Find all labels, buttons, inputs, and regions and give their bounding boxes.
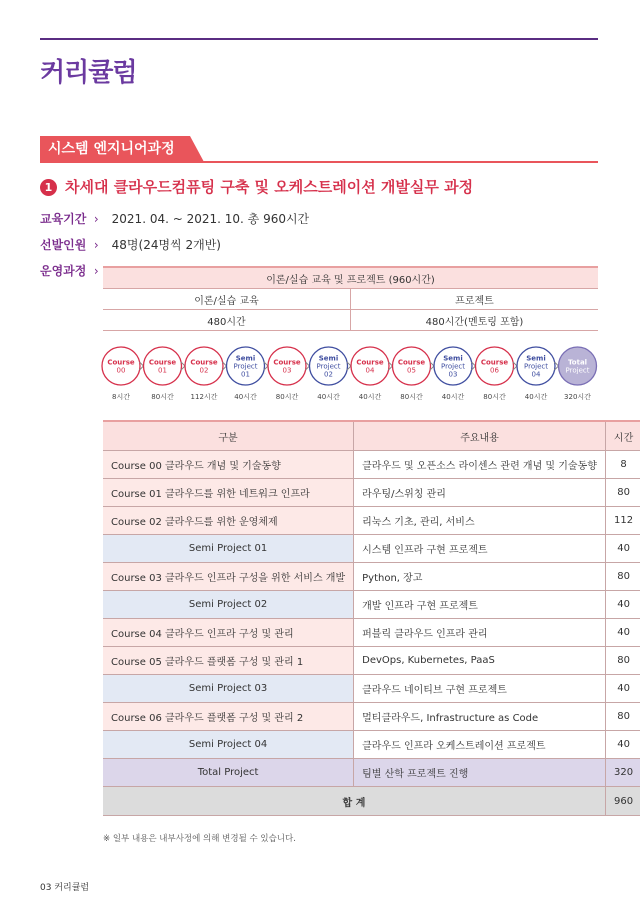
info-label: 교육기간 (40, 212, 87, 226)
flow-node-hours: 8시간 (112, 393, 130, 401)
flow-node-text: Course (148, 358, 177, 367)
course-name: Semi Project 01 (188, 543, 268, 554)
section-rule (40, 161, 598, 163)
overview-subheader: 이론/실습 교육 (103, 289, 351, 310)
row-hours: 112 (605, 507, 640, 535)
info-label: 선발인원 (40, 238, 87, 252)
row-content: 클라우드 인프라 오케스트레이션 프로젝트 (354, 731, 606, 759)
course-name: Semi Project 03 (188, 683, 268, 694)
flow-node-hours: 112시간 (190, 393, 218, 401)
flow-node-text: 02 (199, 366, 209, 375)
info-label: 운영과정 (40, 264, 87, 278)
column-header: 구분 (103, 421, 354, 451)
course-code: Course 02 (111, 517, 162, 528)
row-content: 개발 인프라 구현 프로젝트 (354, 591, 606, 619)
course-flow-diagram (101, 344, 601, 388)
table-row (103, 675, 640, 703)
row-category (103, 535, 354, 563)
chevron-right-icon: › (93, 264, 99, 278)
flow-node-hours: 40시간 (524, 393, 548, 401)
row-category (103, 647, 354, 675)
course-name: Semi Project 02 (188, 599, 268, 610)
flow-node-text: Project (233, 362, 258, 371)
course-title: 차세대 클라우드컴퓨팅 구축 및 오케스트레이션 개발실무 과정 (65, 178, 474, 196)
row-hours: 40 (605, 591, 640, 619)
chevron-right-icon: › (93, 238, 99, 252)
table-row (103, 619, 640, 647)
flow-node-hours: 40시간 (317, 393, 340, 401)
course-name: 클라우드 개념 및 기술동향 (165, 461, 281, 472)
course-name: 클라우드 플랫폼 구성 및 관리 2 (165, 713, 304, 724)
info-value: 48명(24명씩 2개반) (111, 238, 221, 252)
flow-node-text: Semi (526, 354, 546, 363)
row-content: 멀티클라우드, Infrastructure as Code (354, 703, 606, 731)
flow-node-text: Semi (443, 354, 463, 363)
flow-node-text: Total (567, 358, 588, 367)
flow-node-text: Course (107, 358, 135, 367)
course-name: 클라우드를 위한 네트워크 인프라 (165, 489, 310, 500)
row-hours: 40 (605, 731, 640, 759)
course-code: Course 00 (111, 461, 162, 472)
total-label: 합 계 (103, 787, 605, 816)
total-row (103, 787, 640, 816)
row-hours: 8 (605, 451, 640, 479)
info-row-recruit (40, 236, 221, 253)
flow-node-text: 03 (282, 366, 292, 375)
flow-node-text: Course (397, 358, 426, 367)
flow-node-text: Course (190, 358, 218, 367)
course-name: 클라우드 인프라 구성 및 관리 (165, 629, 294, 640)
row-hours: 80 (605, 703, 640, 731)
row-hours: 40 (605, 535, 640, 563)
overview-hours-row (103, 310, 598, 331)
curriculum-table (103, 420, 640, 816)
flow-node-text: 06 (490, 366, 499, 375)
table-row (103, 479, 640, 507)
flow-node-text: Project (316, 362, 341, 371)
info-row-operation (40, 262, 108, 279)
row-content: 퍼블릭 클라우드 인프라 관리 (354, 619, 606, 647)
flow-node-text: 03 (448, 370, 458, 379)
flow-node-text: Project (441, 362, 465, 371)
row-hours: 80 (605, 563, 640, 591)
row-category (103, 563, 354, 591)
column-header: 주요내용 (354, 421, 606, 451)
top-rule (40, 38, 598, 40)
table-row (103, 731, 640, 759)
row-content: 클라우드 및 오픈소스 라이센스 관련 개념 및 기술동향 (354, 451, 606, 479)
course-code: Course 03 (111, 573, 162, 584)
course-name: 클라우드를 위한 운영체제 (165, 517, 278, 528)
table-row (103, 647, 640, 675)
flow-node-text: Semi (318, 354, 339, 363)
course-code: Course 04 (111, 629, 162, 640)
column-header: 시간 (605, 421, 640, 451)
flow-node-text: 04 (531, 370, 541, 379)
info-row-period (40, 210, 309, 227)
row-content: 시스템 인프라 구현 프로젝트 (354, 535, 606, 563)
flow-node-text: Course (480, 358, 509, 367)
page-footer: 03 커리큘럼 (40, 883, 90, 893)
flow-node-text: 04 (365, 366, 375, 375)
flow-node-hours: 80시간 (400, 393, 423, 401)
table-row (103, 507, 640, 535)
flow-node-hours: 80시간 (151, 393, 174, 401)
row-hours: 320 (605, 759, 640, 787)
table-row (103, 703, 640, 731)
table-row (103, 563, 640, 591)
overview-subheader-row (103, 289, 598, 310)
flow-node-text: Course (356, 358, 384, 367)
row-category (103, 507, 354, 535)
overview-header-row (103, 267, 598, 289)
flow-node-text: Project (524, 362, 548, 371)
course-code: Course 06 (111, 713, 162, 724)
overview-header: 이론/실습 교육 및 프로젝트 (960시간) (103, 267, 598, 289)
table-row (103, 591, 640, 619)
row-content: 라우팅/스위칭 관리 (354, 479, 606, 507)
info-value: 2021. 04. ~ 2021. 10. 총 960시간 (111, 212, 310, 226)
course-code: Course 05 (111, 657, 162, 668)
row-category (103, 479, 354, 507)
flow-node-hours: 40시간 (234, 393, 257, 401)
section-tab-label: 시스템 엔지니어과정 (40, 136, 190, 162)
flow-node-hours: 320시간 (564, 393, 591, 401)
course-number-badge: 1 (40, 179, 57, 196)
flow-node-hours: 40시간 (441, 393, 465, 401)
row-content: 클라우드 네이티브 구현 프로젝트 (354, 675, 606, 703)
overview-table (103, 266, 598, 331)
row-hours: 40 (605, 675, 640, 703)
page-title: 커리큘럼 (40, 58, 137, 88)
footnote: ※ 일부 내용은 내부사정에 의해 변경될 수 있습니다. (103, 834, 296, 844)
flow-node-hours: 80시간 (483, 393, 506, 401)
flow-node-text: 01 (158, 366, 167, 375)
row-hours: 80 (605, 647, 640, 675)
flow-node-text: 00 (116, 366, 126, 375)
row-category (103, 703, 354, 731)
row-content: 팀별 산학 프로젝트 진행 (354, 759, 606, 787)
row-hours: 40 (605, 619, 640, 647)
row-hours: 80 (605, 479, 640, 507)
row-category (103, 675, 354, 703)
flow-node-text: Course (273, 358, 301, 367)
row-content: 리눅스 기초, 관리, 서비스 (354, 507, 606, 535)
flow-node-text: Project (565, 366, 590, 375)
total-hours: 960 (605, 787, 640, 816)
overview-hours: 480시간(멘토링 포함) (351, 310, 599, 331)
curriculum-header-row (103, 421, 640, 451)
overview-subheader: 프로젝트 (351, 289, 599, 310)
flow-node-text: Semi (235, 354, 256, 363)
row-category (103, 591, 354, 619)
course-heading (40, 176, 473, 197)
curriculum-body (103, 451, 640, 787)
course-name: Total Project (197, 767, 259, 778)
flow-node-hours: 40시간 (358, 393, 382, 401)
row-category (103, 731, 354, 759)
row-content: Python, 장고 (354, 563, 606, 591)
course-name: 클라우드 플랫폼 구성 및 관리 1 (165, 657, 304, 668)
row-content: DevOps, Kubernetes, PaaS (354, 647, 606, 675)
course-name: 클라우드 인프라 구성을 위한 서비스 개발 (165, 573, 346, 584)
course-code: Course 01 (111, 489, 162, 500)
row-category (103, 759, 354, 787)
flow-node-text: 02 (324, 370, 333, 379)
row-category (103, 619, 354, 647)
course-name: Semi Project 04 (188, 739, 268, 750)
table-row (103, 535, 640, 563)
flow-node-text: 05 (407, 366, 416, 375)
chevron-right-icon: › (93, 212, 99, 226)
overview-hours: 480시간 (103, 310, 351, 331)
table-row (103, 759, 640, 787)
flow-node-hours: 80시간 (275, 393, 299, 401)
flow-node-text: 01 (241, 370, 250, 379)
section-tab-corner (190, 136, 204, 162)
row-category (103, 451, 354, 479)
table-row (103, 451, 640, 479)
